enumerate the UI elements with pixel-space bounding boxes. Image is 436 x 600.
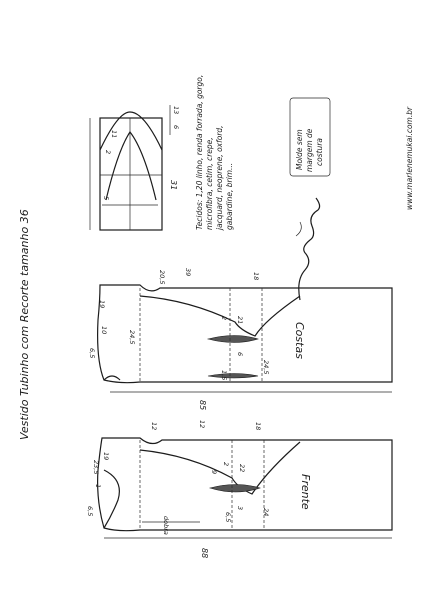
front-6-5b-label: 6,5 [224, 512, 232, 523]
sleeve-mid-label: 6 [172, 125, 180, 130]
fabric-line-4: gabardine, brim... [225, 162, 234, 230]
front-18-label: 18 [254, 422, 262, 431]
back-top1-label: 20,5 [158, 270, 166, 285]
front-23-5-label: 23,5 [92, 460, 100, 475]
website-text: www.marlenemukai.com.br [405, 106, 414, 210]
front-outline [98, 438, 392, 531]
sleeve-top-label: 13 [172, 106, 180, 115]
back-10-label: 10 [100, 326, 108, 335]
front-2-label: 2 [222, 462, 230, 467]
front-12-label: 12 [150, 422, 158, 431]
front-armhole [104, 470, 119, 528]
seam-note-line-3: costura [315, 138, 324, 166]
front-24-label: 24 [262, 508, 270, 517]
front-9-label: 9 [210, 470, 218, 475]
fabric-note [195, 75, 234, 231]
sleeve-inner-curve [106, 132, 156, 200]
back-24-5-label: 24,5 [128, 330, 136, 345]
back-1-5-label: 1,5 [220, 370, 228, 381]
signature-flourish [296, 222, 301, 236]
seam-note-line-1: Molde sem [295, 129, 304, 170]
back-princess-seam [140, 296, 300, 336]
back-18-label: 18 [252, 272, 260, 281]
back-piece [88, 268, 392, 410]
fold-label: dobra [162, 516, 170, 535]
front-3-label: 3 [236, 506, 244, 511]
front-length-label: 88 [200, 548, 209, 559]
back-dart-2 [208, 374, 258, 379]
front-12b-label: 12 [198, 420, 206, 429]
front-label: Frente [299, 474, 312, 510]
back-length-label: 85 [198, 400, 207, 411]
back-waist-label: 21 [236, 316, 244, 325]
sleeve-piece [90, 105, 180, 230]
back-6-label: 6 [236, 352, 244, 357]
sleeve-outline [100, 118, 162, 230]
seam-note [290, 98, 330, 176]
front-22-label: 22 [238, 464, 246, 473]
fabric-line-2: microfibra, cetim, crepe, [205, 137, 214, 230]
back-bust-label: 6,5 [88, 348, 96, 359]
seam-note-line-2: margem de [305, 128, 314, 172]
fabric-line-3: jacquard, neoprene, oxford, [215, 125, 224, 230]
back-top2-label: 39 [184, 268, 192, 277]
sleeve-a-label: 11 [110, 130, 118, 139]
back-outline [98, 285, 392, 383]
fabric-line-1: Tecidos: 1,20 linho, renda forrada, gorgo, [195, 74, 204, 230]
back-19-label: 19 [98, 300, 106, 309]
sleeve-small-label: 2 [104, 150, 112, 155]
back-2-label: 2 [220, 316, 228, 321]
pattern-title: Vestido Tubinho com Recorte tamanho 36 [18, 209, 31, 440]
front-piece [86, 420, 392, 558]
back-hip-label: 24,5 [262, 360, 270, 375]
front-1-label: 1 [94, 484, 102, 489]
back-dart [208, 336, 258, 343]
sleeve-b-label: 5 [102, 196, 110, 201]
sleeve-height-label: 31 [169, 180, 178, 191]
front-6-5-label: 6,5 [86, 506, 94, 517]
signature-scribble [299, 198, 320, 300]
front-dart [210, 485, 260, 493]
front-19-label: 19 [102, 452, 110, 461]
back-label: Costas [293, 322, 306, 359]
back-armhole [104, 376, 120, 380]
